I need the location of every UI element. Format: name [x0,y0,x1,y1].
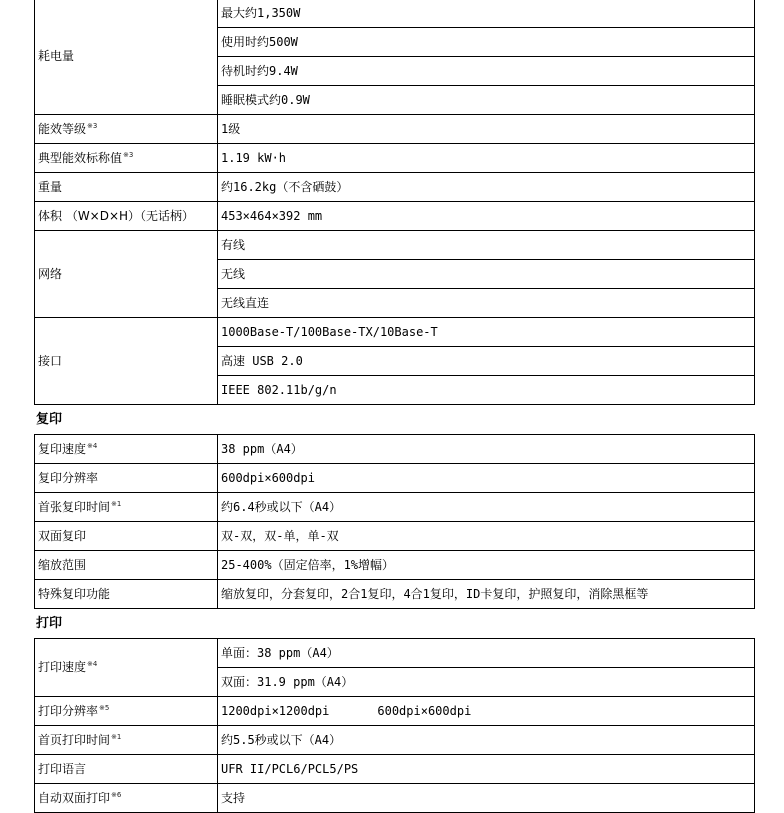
power-standby: 待机时约9.4W [218,57,755,86]
duplex-copy-value: 双-双，双-单，单-双 [218,522,755,551]
table-row [35,464,755,493]
footnote-mark: ※6 [111,790,122,799]
interface-ethernet: 1000Base-T/100Base-TX/10Base-T [218,318,755,347]
label-text: 自动双面打印 [38,790,111,805]
copy-resolution-label: 复印分辨率 [35,464,218,493]
label-text: 首张复印时间 [38,499,111,514]
table-row [35,755,755,784]
table-row [35,435,755,464]
power-label: 耗电量 [35,0,218,115]
resolution-high: 1200dpi×1200dpi [221,703,330,718]
print-language-value: UFR II/PCL6/PCL5/PS [218,755,755,784]
table-row [35,522,755,551]
special-copy-value: 缩放复印，分套复印，2合1复印，4合1复印，ID卡复印，护照复印，消除黑框等 [218,580,755,609]
copy-speed-label [35,435,218,464]
copy-resolution-value: 600dpi×600dpi [218,464,755,493]
weight-label: 重量 [35,173,218,202]
efficiency-grade-label [35,115,218,144]
print-speed-simplex: 单面：38 ppm（A4） [218,639,755,668]
label-text: 打印分辨率 [38,703,99,718]
table-row [35,639,755,668]
interface-usb: 高速 USB 2.0 [218,347,755,376]
table-row [35,318,755,347]
print-resolution-label [35,697,218,726]
print-speed-duplex: 双面：31.9 ppm（A4） [218,668,755,697]
footnote-mark: ※1 [111,499,122,508]
label-text: 复印速度 [38,441,87,456]
power-in-use: 使用时约500W [218,28,755,57]
interface-label: 接口 [35,318,218,405]
print-resolution-value [218,697,755,726]
print-language-label: 打印语言 [35,755,218,784]
print-section-title: 打印 [36,616,63,631]
table-row [35,726,755,755]
print-spec-table [34,638,755,813]
label-text: 典型能效标称值 [38,150,123,165]
table-row [35,202,755,231]
typical-energy-value: 1.19 kW·h [218,144,755,173]
power-sleep: 睡眠模式约0.9W [218,86,755,115]
table-row [35,697,755,726]
network-wireless: 无线 [218,260,755,289]
footnote-mark: ※1 [111,732,122,741]
typical-energy-label [35,144,218,173]
table-row [35,0,755,28]
first-copy-time-label [35,493,218,522]
network-wired: 有线 [218,231,755,260]
footnote-mark: ※3 [87,121,98,130]
label-text: 首页打印时间 [38,732,111,747]
print-speed-label [35,639,218,697]
network-label: 网络 [35,231,218,318]
spec-sheet [34,0,755,813]
first-copy-time-value: 约6.4秒或以下（A4） [218,493,755,522]
copy-section-title: 复印 [36,412,63,427]
volume-label: 体积 （W×D×H）（无话柄） [35,202,218,231]
auto-duplex-value: 支持 [218,784,755,813]
table-row [35,115,755,144]
table-row [35,173,755,202]
auto-duplex-label [35,784,218,813]
first-print-time-label [35,726,218,755]
network-wifi-direct: 无线直连 [218,289,755,318]
copy-spec-table [34,434,755,609]
efficiency-grade-value: 1级 [218,115,755,144]
label-text: 能效等级 [38,121,87,136]
first-print-time-value: 约5.5秒或以下（A4） [218,726,755,755]
zoom-range-label: 缩放范围 [35,551,218,580]
volume-value: 453×464×392 mm [218,202,755,231]
table-row [35,551,755,580]
special-copy-label: 特殊复印功能 [35,580,218,609]
duplex-copy-label: 双面复印 [35,522,218,551]
interface-wlan: IEEE 802.11b/g/n [218,376,755,405]
power-max: 最大约1,350W [218,0,755,28]
footnote-mark: ※4 [87,660,98,668]
table-row [35,580,755,609]
zoom-range-value: 25-400%（固定倍率，1%增幅） [218,551,755,580]
footnote-mark: ※4 [87,441,98,450]
label-text: 打印速度 [38,660,87,674]
resolution-standard: 600dpi×600dpi [377,703,472,718]
table-row [35,784,755,813]
table-row [35,493,755,522]
footnote-mark: ※5 [99,703,110,712]
copy-speed-value: 38 ppm（A4） [218,435,755,464]
general-spec-table [34,0,755,405]
table-row [35,231,755,260]
footnote-mark: ※3 [123,150,134,159]
weight-value: 约16.2kg（不含硒鼓） [218,173,755,202]
table-row [35,144,755,173]
